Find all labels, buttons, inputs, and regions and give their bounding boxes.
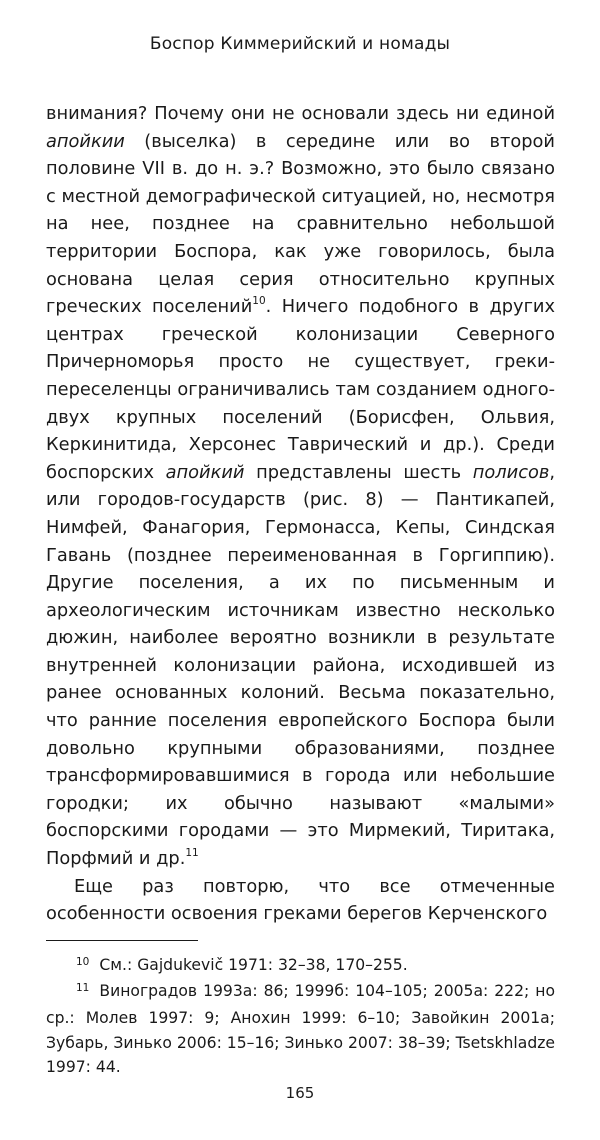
footnotes	[46, 953, 555, 1080]
footnote-number: 10	[76, 955, 90, 968]
footnote	[46, 979, 555, 1079]
body-paragraph	[46, 100, 555, 873]
text-run: (выселка) в середине или во второй половине VII в. до н. э.? Возможно, это было связано с местной демографической ситуацией, но, несмотря на нее, позднее на сравнительно небольшой территории Боспора, как уже говорилось, была основана целая серия относительно крупных греческих поселений	[46, 130, 555, 318]
page-body	[46, 100, 555, 1080]
footnote-number: 11	[76, 982, 90, 995]
text-run: . Ничего подобного в других центрах греческой колонизации Северного Причерноморья просто не существует, греки-переселенцы ограничивались там созданием одного-двух крупных поселений (Борисфен, Ольвия, Керкинитида, Херсонес Таврический и др.). Среди боспорских	[46, 296, 555, 483]
page-number: 165	[285, 1084, 315, 1102]
text-run: Еще раз повторю, что все отмеченные особенности освоения греками берегов Керченского	[46, 875, 555, 925]
footnote-separator	[46, 940, 198, 941]
footnote-ref: 11	[185, 847, 199, 860]
footnote-text: Виноградов 1993а: 86; 1999б: 104–105; 2005а: 222; но ср.: Молев 1997: 9; Анохин 1999: 6–10; Завойкин 2001а; Зубарь, Зинько 2006: 15–16; Зинько 2007: 38–39; Tsetskhladze 1997: 44.	[46, 982, 555, 1077]
text-run: представлены шесть	[244, 461, 473, 483]
italic-term: полисов	[472, 461, 550, 483]
text-run: внимания? Почему они не основали здесь ни единой	[46, 103, 555, 124]
text-run: , или городов-государств (рис. 8) — Пантикапей, Нимфей, Фанагория, Гермонасса, Кепы, Синдская Гавань (позднее переименованная в Горгиппию). Другие поселения, а их по письменным и археологическим источникам известно несколько дюжин, наиболее вероятно возникли в результате внутренней колонизации района, исходившей из ранее основанных колоний. Весьма показательно, что ранние поселения европейского Боспора были довольно крупными образованиями, позднее трансформировавшимися в города или небольшие городки; их обычно называют «малыми» боспорскими городами — это Мирмекий, Тиритака, Порфмий и др.	[46, 461, 555, 870]
italic-term: апойкии	[46, 130, 125, 152]
footnote-text: См.: Gajdukevič 1971: 32–38, 170–255.	[99, 955, 408, 974]
italic-term: апойкий	[165, 461, 245, 483]
footnote	[46, 953, 555, 980]
main-text	[46, 100, 555, 928]
footnote-ref: 10	[252, 295, 266, 308]
body-paragraph	[46, 873, 555, 928]
running-head: Боспор Киммерийский и номады	[149, 34, 451, 54]
